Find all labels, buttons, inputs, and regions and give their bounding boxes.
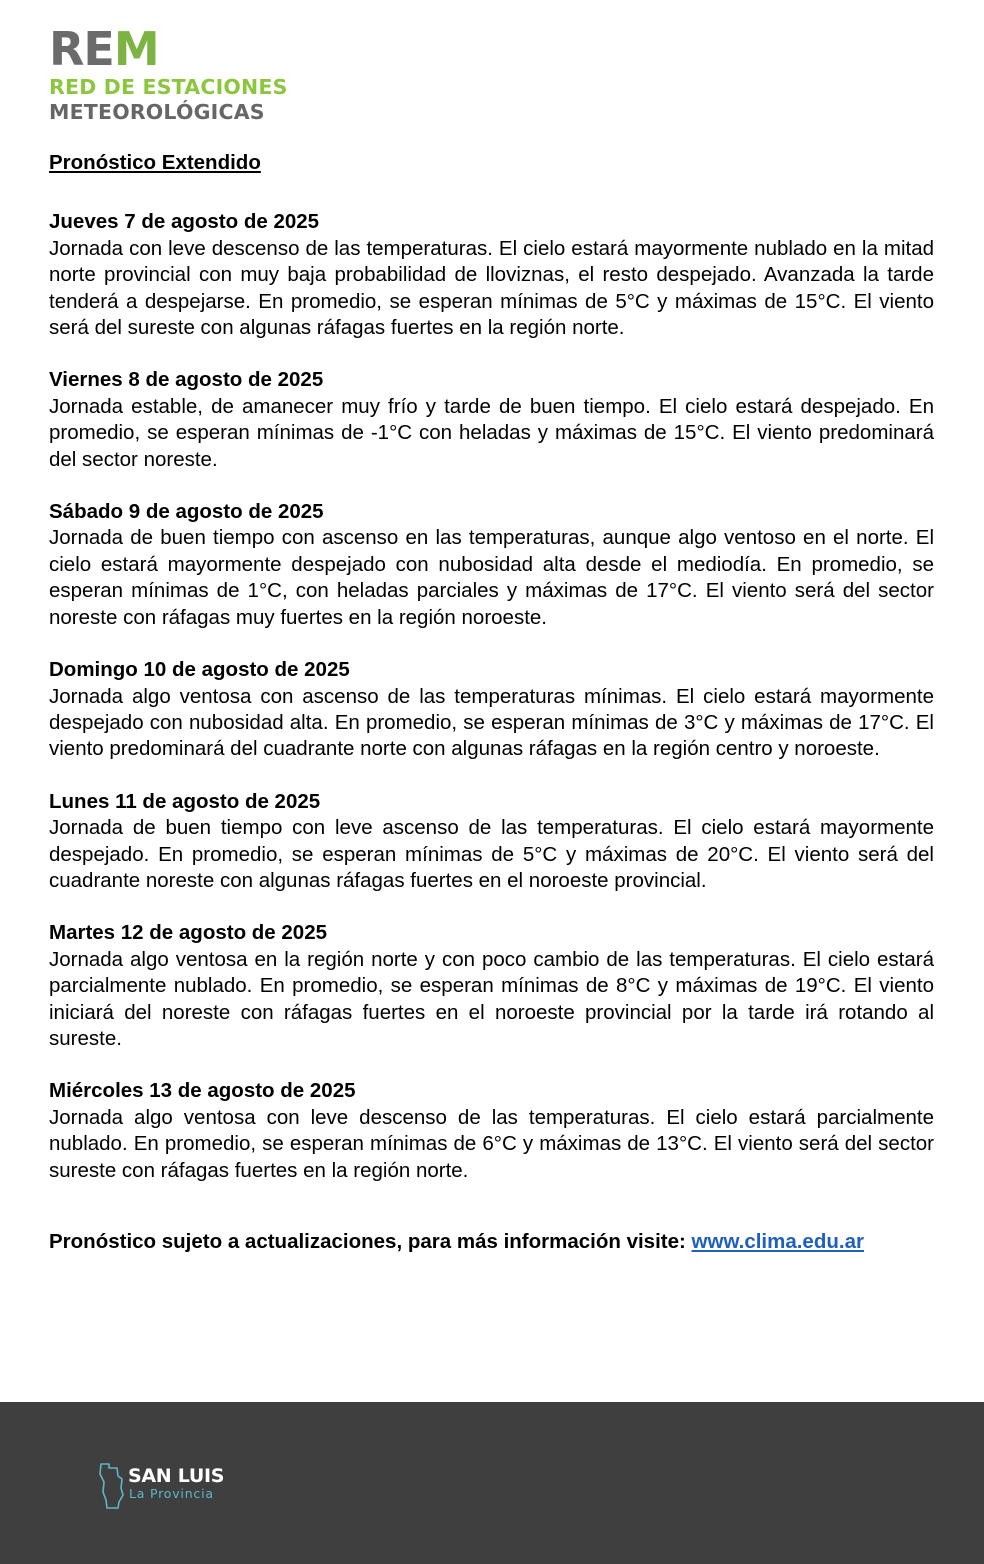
forecast-day-text: Jornada estable, de amanecer muy frío y tarde de buen tiempo. El cielo estará despejado. En promedio, se esperan mínimas de -1°C con heladas y máximas de 15°C. El viento predominará del sector noreste. <box>49 394 934 471</box>
rem-logo-prefix: RE <box>49 22 114 76</box>
update-notice <box>49 1229 934 1255</box>
forecast-content <box>49 150 934 1255</box>
forecast-day <box>49 367 934 473</box>
forecast-day-text: Jornada algo ventosa en la región norte y con poco cambio de las temperaturas. El cielo estará parcialmente nublado. En promedio, se esperan mínimas de 8°C y máximas de 19°C. El viento iniciará del noreste con ráfagas fuertes en el noroeste provincial por la tarde irá rotando al sureste. <box>49 947 934 1050</box>
clima-website-link[interactable]: www.clima.edu.ar <box>691 1230 864 1253</box>
document-title: Pronóstico Extendido <box>49 151 261 174</box>
san-luis-logo <box>98 1460 238 1516</box>
forecast-day-title: Viernes 8 de agosto de 2025 <box>49 368 324 392</box>
rem-logo-line1: RED DE ESTACIONES <box>49 75 288 99</box>
forecast-day <box>49 1078 934 1184</box>
forecast-day-title: Sábado 9 de agosto de 2025 <box>49 500 324 524</box>
forecast-day-text: Jornada con leve descenso de las temperaturas. El cielo estará mayormente nublado en la mitad norte provincial con muy baja probabilidad de lloviznas, el resto despejado. Avanzada la tarde tenderá a despejarse. En promedio, se esperan mínimas de 5°C y máximas de 15°C. El viento será del sureste con algunas ráfagas fuertes en la región norte. <box>49 236 934 340</box>
rem-logo <box>49 22 288 124</box>
forecast-day-text: Jornada algo ventosa con ascenso de las temperaturas mínimas. El cielo estará mayormente despejado con nubosidad alta. En promedio, se esperan mínimas de 3°C y máximas de 17°C. El viento predominará del cuadrante norte con algunas ráfagas en la región centro y noroeste. <box>49 684 934 761</box>
forecast-day-text: Jornada de buen tiempo con leve ascenso de las temperaturas. El cielo estará mayormente despejado. En promedio, se esperan mínimas de 5°C y máximas de 20°C. El viento será del cuadrante noreste con algunas ráfagas fuertes en el noroeste provincial. <box>49 816 934 892</box>
forecast-day-title: Domingo 10 de agosto de 2025 <box>49 658 350 682</box>
forecast-day <box>49 920 934 1052</box>
forecast-day-title: Miércoles 13 de agosto de 2025 <box>49 1079 356 1103</box>
forecast-day-text: Jornada de buen tiempo con ascenso en las temperaturas, aunque algo ventoso en el norte. El cielo estará mayormente despejado con nubosidad alta desde el mediodía. En promedio, se esperan mínimas de 1°C, con heladas parciales y máximas de 17°C. El viento será del sector noreste con ráfagas muy fuertes en la región noroeste. <box>49 526 934 629</box>
update-notice-text: Pronóstico sujeto a actualizaciones, para más información visite: <box>49 1230 686 1253</box>
forecast-day-title: Martes 12 de agosto de 2025 <box>49 921 328 945</box>
rem-logo-suffix: M <box>113 22 159 76</box>
forecast-day <box>49 789 934 895</box>
rem-logo-line2: METEOROLÓGICAS <box>49 100 265 124</box>
forecast-day <box>49 499 934 631</box>
san-luis-map-icon <box>98 1462 126 1515</box>
forecast-day-title: Lunes 11 de agosto de 2025 <box>49 789 321 813</box>
forecast-day <box>49 657 934 763</box>
forecast-day-text: Jornada algo ventosa con leve descenso de las temperaturas. El cielo estará parcialmente nublado. En promedio, se esperan mínimas de 6°C y máximas de 13°C. El viento será del sector sureste con ráfagas fuertes en la región norte. <box>49 1105 934 1182</box>
forecast-day-title: Jueves 7 de agosto de 2025 <box>49 210 320 234</box>
san-luis-brand-name: SAN LUIS <box>128 1465 225 1487</box>
rem-logo-wordmark <box>49 22 288 76</box>
san-luis-brand-subtitle: La Provincia <box>129 1486 214 1501</box>
footer-bar <box>0 1402 984 1564</box>
forecast-day <box>49 209 934 341</box>
